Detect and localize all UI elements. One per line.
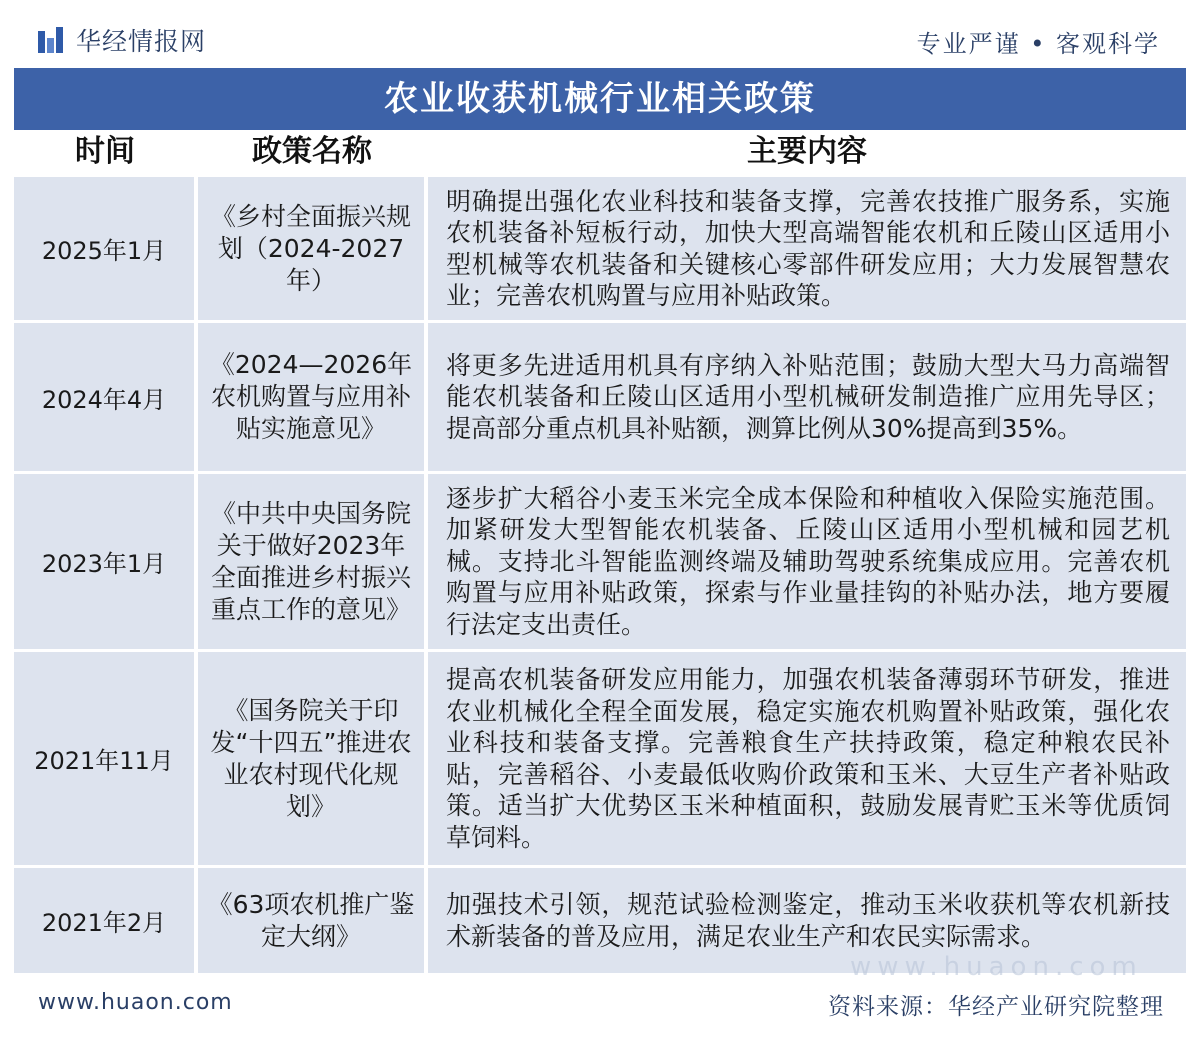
footer-url[interactable]: www.huaon.com [38,990,233,1015]
cell-policy: 《乡村全面振兴规划（2024-2027年） [198,177,424,320]
table-header [14,130,1186,174]
cell-policy: 《国务院关于印发“十四五”推进农业农村现代化规划》 [198,652,424,865]
cell-time: 2021年11月 [14,652,194,865]
cell-content: 将更多先进适用机具有序纳入补贴范围；鼓励大型大马力高端智能农机装备和丘陵山区适用小型机械研发制造推广应用先导区；提高部分重点机具补贴额，测算比例从30%提高到35%。 [428,323,1186,471]
cell-content: 逐步扩大稻谷小麦玉米完全成本保险和种植收入保险实施范围。加紧研发大型智能农机装备、丘陵山区适用小型机械和园艺机械。支持北斗智能监测终端及辅助驾驶系统集成应用。完善农机购置与应用补贴政策，探索与作业量挂钩的补贴办法，地方要履行法定支出责任。 [428,474,1186,649]
brand [38,22,206,58]
policy-table [14,130,1186,973]
brand-name: 华经情报网 [76,27,207,56]
cell-policy: 《63项农机推广鉴定大纲》 [198,868,424,973]
cell-time: 2023年1月 [14,474,194,649]
table-row [14,177,1186,320]
watermark: www.huaon.com [850,952,1143,982]
header-policy-name: 政策名称 [252,134,372,169]
cell-policy: 《2024—2026年农机购置与应用补贴实施意见》 [198,323,424,471]
table-row [14,474,1186,649]
cell-time: 2025年1月 [14,177,194,320]
header-main-content: 主要内容 [747,134,867,169]
brand-logo-icon [38,27,64,53]
cell-time: 2021年2月 [14,868,194,973]
top-bar [0,0,1200,68]
table-row [14,323,1186,471]
page-title: 农业收获机械行业相关政策 [14,68,1186,130]
table-row [14,652,1186,865]
header-time: 时间 [75,134,135,169]
cell-content: 加强技术引领，规范试验检测鉴定，推动玉米收获机等农机新技术新装备的普及应用，满足农业生产和农民实际需求。 [428,868,1186,973]
cell-time: 2024年4月 [14,323,194,471]
slogan: 专业严谨 • 客观科学 [916,30,1160,58]
footer-source: 资料来源：华经产业研究院整理 [828,994,1164,1020]
cell-content: 明确提出强化农业科技和装备支撑，完善农技推广服务系，实施农机装备补短板行动，加快大型高端智能农机和丘陵山区适用小型机械等农机装备和关键核心零部件研发应用；大力发展智慧农业；完善农机购置与应用补贴政策。 [428,177,1186,320]
cell-content: 提高农机装备研发应用能力，加强农机装备薄弱环节研发，推进农业机械化全程全面发展，稳定实施农机购置补贴政策，强化农业科技和装备支撑。完善粮食生产扶持政策，稳定种粮农民补贴，完善稻谷、小麦最低收购价政策和玉米、大豆生产者补贴政策。适当扩大优势区玉米种植面积，鼓励发展青贮玉米等优质饲草饲料。 [428,652,1186,865]
cell-policy: 《中共中央国务院关于做好2023年全面推进乡村振兴重点工作的意见》 [198,474,424,649]
